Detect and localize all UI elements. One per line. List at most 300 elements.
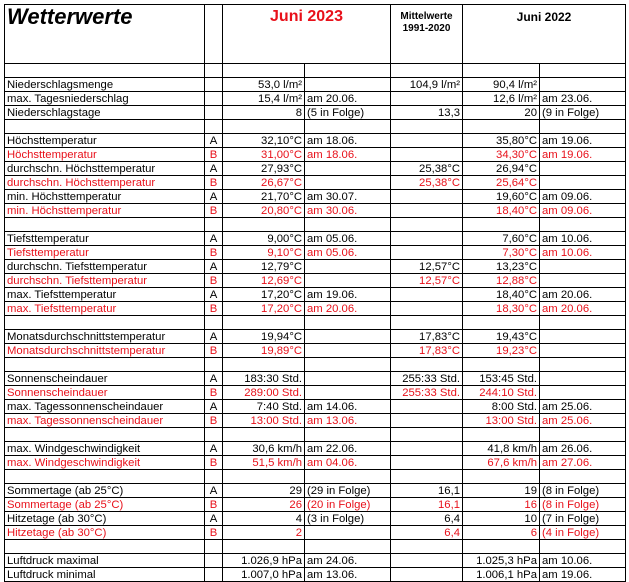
value-mittelwert: 104,9 l/m² <box>391 78 463 92</box>
note-2023: am 13.06. <box>305 414 391 428</box>
series-marker: B <box>205 176 223 190</box>
value-mittelwert: 13,3 <box>391 106 463 120</box>
spacer-cell <box>205 358 223 372</box>
spacer-row <box>5 540 626 554</box>
value-2022: 90,4 l/m² <box>463 78 540 92</box>
spacer-cell <box>205 428 223 442</box>
table-row <box>5 190 626 204</box>
note-2022: am 20.06. <box>540 302 626 316</box>
note-2023 <box>305 386 391 400</box>
row-label: durchschn. Höchsttemperatur <box>5 162 205 176</box>
value-2022: 6 <box>463 526 540 540</box>
value-2023: 7:40 Std. <box>223 400 305 414</box>
series-marker: B <box>205 498 223 512</box>
value-2023: 31,00°C <box>223 148 305 162</box>
note-2022: am 10.06. <box>540 554 626 568</box>
row-label: Sommertage (ab 25°C) <box>5 484 205 498</box>
row-label: Hitzetage (ab 30°C) <box>5 512 205 526</box>
note-2022 <box>540 344 626 358</box>
row-label: max. Tagessonnenscheindauer <box>5 414 205 428</box>
value-mittelwert <box>391 302 463 316</box>
spacer-cell <box>463 470 540 484</box>
note-2023: am 20.06. <box>305 92 391 106</box>
value-mittelwert: 6,4 <box>391 526 463 540</box>
note-2023: am 30.07. <box>305 190 391 204</box>
value-2023: 12,69°C <box>223 274 305 288</box>
spacer-cell <box>305 218 391 232</box>
series-marker <box>205 554 223 568</box>
table-row <box>5 344 626 358</box>
value-2022: 8:00 Std. <box>463 400 540 414</box>
table-row <box>5 288 626 302</box>
spacer-row <box>5 64 626 78</box>
spacer-row <box>5 428 626 442</box>
table-row <box>5 106 626 120</box>
spacer-cell <box>391 540 463 554</box>
value-2023: 19,94°C <box>223 330 305 344</box>
row-label: Sonnenscheindauer <box>5 372 205 386</box>
spacer-cell <box>391 218 463 232</box>
value-mittelwert <box>391 554 463 568</box>
table-row <box>5 162 626 176</box>
spacer-cell <box>205 218 223 232</box>
row-label: Höchsttemperatur <box>5 134 205 148</box>
value-2022: 19 <box>463 484 540 498</box>
value-2023: 2 <box>223 526 305 540</box>
value-mittelwert <box>391 232 463 246</box>
value-2022: 25,64°C <box>463 176 540 190</box>
value-2022: 18,40°C <box>463 204 540 218</box>
spacer-cell <box>5 540 205 554</box>
series-marker: A <box>205 232 223 246</box>
note-2023: am 13.06. <box>305 568 391 582</box>
spacer-row <box>5 470 626 484</box>
value-2022: 7,30°C <box>463 246 540 260</box>
note-2022 <box>540 386 626 400</box>
spacer-cell <box>5 316 205 330</box>
table-row <box>5 204 626 218</box>
table-row <box>5 176 626 190</box>
note-2022: (7 in Folge) <box>540 512 626 526</box>
value-2022: 34,30°C <box>463 148 540 162</box>
spacer-cell <box>540 218 626 232</box>
value-mittelwert: 16,1 <box>391 498 463 512</box>
value-2022: 19,23°C <box>463 344 540 358</box>
row-label: Niederschlagsmenge <box>5 78 205 92</box>
row-label: max. Tiefsttemperatur <box>5 288 205 302</box>
spacer-cell <box>540 540 626 554</box>
note-2023: am 18.06. <box>305 134 391 148</box>
row-label: Tiefsttemperatur <box>5 232 205 246</box>
spacer-cell <box>5 428 205 442</box>
spacer-cell <box>205 120 223 134</box>
table-row <box>5 414 626 428</box>
spacer-cell <box>205 316 223 330</box>
note-2022: (4 in Folge) <box>540 526 626 540</box>
note-2022: am 25.06. <box>540 414 626 428</box>
value-2023: 13:00 Std. <box>223 414 305 428</box>
series-marker: A <box>205 288 223 302</box>
note-2023 <box>305 330 391 344</box>
spacer-cell <box>463 316 540 330</box>
spacer-cell <box>391 64 463 78</box>
spacer-cell <box>205 470 223 484</box>
value-2023: 9,10°C <box>223 246 305 260</box>
table-row <box>5 92 626 106</box>
spacer-cell <box>305 358 391 372</box>
value-2022: 12,88°C <box>463 274 540 288</box>
value-mittelwert: 255:33 Std. <box>391 372 463 386</box>
row-label: Sommertage (ab 25°C) <box>5 498 205 512</box>
table-row <box>5 400 626 414</box>
series-marker: A <box>205 372 223 386</box>
value-2023: 19,89°C <box>223 344 305 358</box>
note-2023: am 14.06. <box>305 400 391 414</box>
note-2023: am 04.06. <box>305 456 391 470</box>
spacer-row <box>5 316 626 330</box>
series-marker <box>205 568 223 582</box>
table-row <box>5 330 626 344</box>
row-label: Monatsdurchschnittstemperatur <box>5 330 205 344</box>
note-2022 <box>540 162 626 176</box>
series-marker: A <box>205 512 223 526</box>
series-marker: B <box>205 344 223 358</box>
table-row <box>5 372 626 386</box>
spacer-cell <box>391 316 463 330</box>
value-2023: 20,80°C <box>223 204 305 218</box>
row-label: Monatsdurchschnittstemperatur <box>5 344 205 358</box>
spacer-cell <box>223 218 305 232</box>
note-2022 <box>540 260 626 274</box>
table-row <box>5 78 626 92</box>
note-2023: (29 in Folge) <box>305 484 391 498</box>
series-marker: B <box>205 302 223 316</box>
row-label: durchschn. Tiefsttemperatur <box>5 274 205 288</box>
table-row <box>5 134 626 148</box>
note-2022: am 23.06. <box>540 92 626 106</box>
value-mittelwert <box>391 246 463 260</box>
series-marker: B <box>205 204 223 218</box>
row-label: Höchsttemperatur <box>5 148 205 162</box>
row-label: Hitzetage (ab 30°C) <box>5 526 205 540</box>
spacer-cell <box>391 428 463 442</box>
spacer-cell <box>223 470 305 484</box>
series-marker: A <box>205 330 223 344</box>
table-row <box>5 526 626 540</box>
value-2023: 4 <box>223 512 305 526</box>
value-2022: 244:10 Std. <box>463 386 540 400</box>
spacer-cell <box>5 358 205 372</box>
row-label: min. Höchsttemperatur <box>5 204 205 218</box>
note-2022: am 25.06. <box>540 400 626 414</box>
series-marker <box>205 78 223 92</box>
note-2023 <box>305 274 391 288</box>
note-2022: (8 in Folge) <box>540 484 626 498</box>
table-row <box>5 232 626 246</box>
value-2022: 41,8 km/h <box>463 442 540 456</box>
value-2023: 17,20°C <box>223 288 305 302</box>
row-label: max. Windgeschwindigkeit <box>5 442 205 456</box>
note-2023 <box>305 344 391 358</box>
table-row <box>5 568 626 582</box>
table-row <box>5 260 626 274</box>
note-2023 <box>305 260 391 274</box>
value-2023: 17,20°C <box>223 302 305 316</box>
value-mittelwert <box>391 134 463 148</box>
spacer-cell <box>540 358 626 372</box>
spacer-cell <box>223 428 305 442</box>
series-marker: B <box>205 414 223 428</box>
value-mittelwert: 17,83°C <box>391 330 463 344</box>
spacer-cell <box>463 120 540 134</box>
value-mittelwert: 12,57°C <box>391 274 463 288</box>
note-2022 <box>540 176 626 190</box>
note-2022: am 09.06. <box>540 190 626 204</box>
note-2022: am 10.06. <box>540 246 626 260</box>
series-marker <box>205 106 223 120</box>
value-mittelwert <box>391 568 463 582</box>
note-2023: am 24.06. <box>305 554 391 568</box>
value-2022: 19,60°C <box>463 190 540 204</box>
note-2022: (8 in Folge) <box>540 498 626 512</box>
note-2023: am 30.06. <box>305 204 391 218</box>
spacer-cell <box>305 470 391 484</box>
value-mittelwert: 25,38°C <box>391 176 463 190</box>
note-2022: am 10.06. <box>540 232 626 246</box>
spacer-cell <box>391 358 463 372</box>
value-2022: 7,60°C <box>463 232 540 246</box>
value-2023: 51,5 km/h <box>223 456 305 470</box>
note-2023 <box>305 372 391 386</box>
spacer-cell <box>205 540 223 554</box>
spacer-cell <box>223 358 305 372</box>
value-2023: 26,67°C <box>223 176 305 190</box>
spacer-cell <box>463 358 540 372</box>
header-empty-cell <box>205 5 223 64</box>
row-label: max. Windgeschwindigkeit <box>5 456 205 470</box>
value-2023: 289:00 Std. <box>223 386 305 400</box>
spacer-cell <box>5 64 205 78</box>
spacer-cell <box>223 316 305 330</box>
value-2023: 27,93°C <box>223 162 305 176</box>
note-2022: am 19.06. <box>540 148 626 162</box>
spacer-cell <box>223 120 305 134</box>
spacer-cell <box>463 428 540 442</box>
value-mittelwert <box>391 92 463 106</box>
row-label: Tiefsttemperatur <box>5 246 205 260</box>
value-2022: 67,6 km/h <box>463 456 540 470</box>
spacer-cell <box>305 64 391 78</box>
value-2022: 18,40°C <box>463 288 540 302</box>
header-mittelwerte-line1: Mittelwerte <box>400 11 453 22</box>
series-marker: B <box>205 456 223 470</box>
weather-values-table <box>4 4 626 582</box>
note-2023: (20 in Folge) <box>305 498 391 512</box>
value-2022: 16 <box>463 498 540 512</box>
spacer-cell <box>5 120 205 134</box>
spacer-cell <box>463 218 540 232</box>
row-label: Niederschlagstage <box>5 106 205 120</box>
value-2023: 183:30 Std. <box>223 372 305 386</box>
value-mittelwert <box>391 288 463 302</box>
note-2022 <box>540 330 626 344</box>
note-2022 <box>540 274 626 288</box>
row-label: durchschn. Höchsttemperatur <box>5 176 205 190</box>
value-mittelwert <box>391 400 463 414</box>
value-2023: 53,0 l/m² <box>223 78 305 92</box>
series-marker: A <box>205 134 223 148</box>
value-2023: 32,10°C <box>223 134 305 148</box>
value-2023: 15,4 l/m² <box>223 92 305 106</box>
value-2022: 26,94°C <box>463 162 540 176</box>
spacer-cell <box>223 540 305 554</box>
note-2023 <box>305 176 391 190</box>
note-2023 <box>305 526 391 540</box>
value-2022: 18,30°C <box>463 302 540 316</box>
spacer-cell <box>391 470 463 484</box>
value-2023: 9,00°C <box>223 232 305 246</box>
value-2023: 1.026,9 hPa <box>223 554 305 568</box>
note-2023 <box>305 78 391 92</box>
spacer-cell <box>305 316 391 330</box>
note-2023: am 05.06. <box>305 232 391 246</box>
value-mittelwert <box>391 442 463 456</box>
row-label: max. Tiefsttemperatur <box>5 302 205 316</box>
value-2022: 12,6 l/m² <box>463 92 540 106</box>
page-title: Wetterwerte <box>5 5 205 64</box>
value-mittelwert <box>391 190 463 204</box>
series-marker: B <box>205 526 223 540</box>
spacer-cell <box>205 64 223 78</box>
note-2022 <box>540 372 626 386</box>
spacer-cell <box>540 120 626 134</box>
row-label: max. Tagessonnenscheindauer <box>5 400 205 414</box>
value-2023: 26 <box>223 498 305 512</box>
spacer-cell <box>540 428 626 442</box>
note-2023: (3 in Folge) <box>305 512 391 526</box>
value-2022: 1.006,1 hPa <box>463 568 540 582</box>
note-2022 <box>540 78 626 92</box>
spacer-cell <box>540 316 626 330</box>
header-row <box>5 5 626 64</box>
value-2023: 21,70°C <box>223 190 305 204</box>
note-2022: am 09.06. <box>540 204 626 218</box>
series-marker: B <box>205 274 223 288</box>
value-mittelwert <box>391 414 463 428</box>
spacer-cell <box>5 470 205 484</box>
series-marker: A <box>205 442 223 456</box>
note-2023: am 22.06. <box>305 442 391 456</box>
note-2023: (5 in Folge) <box>305 106 391 120</box>
row-label: durchschn. Tiefsttemperatur <box>5 260 205 274</box>
spacer-cell <box>463 64 540 78</box>
value-2022: 10 <box>463 512 540 526</box>
series-marker: B <box>205 148 223 162</box>
header-mittelwerte <box>391 5 463 64</box>
spacer-cell <box>223 64 305 78</box>
note-2023 <box>305 162 391 176</box>
spacer-cell <box>305 120 391 134</box>
table-row <box>5 498 626 512</box>
spacer-row <box>5 120 626 134</box>
series-marker: A <box>205 260 223 274</box>
table-row <box>5 512 626 526</box>
value-2022: 20 <box>463 106 540 120</box>
value-2023: 29 <box>223 484 305 498</box>
value-2022: 13:00 Std. <box>463 414 540 428</box>
value-2023: 12,79°C <box>223 260 305 274</box>
header-mittelwerte-line2: 1991-2020 <box>402 23 451 34</box>
table-row <box>5 484 626 498</box>
series-marker: A <box>205 400 223 414</box>
spacer-cell <box>5 218 205 232</box>
spacer-cell <box>305 428 391 442</box>
note-2022: am 20.06. <box>540 288 626 302</box>
spacer-cell <box>305 540 391 554</box>
value-mittelwert <box>391 148 463 162</box>
value-2022: 1.025,3 hPa <box>463 554 540 568</box>
value-2022: 35,80°C <box>463 134 540 148</box>
value-2022: 13,23°C <box>463 260 540 274</box>
row-label: max. Tagesniederschlag <box>5 92 205 106</box>
table-row <box>5 386 626 400</box>
row-label: Sonnenscheindauer <box>5 386 205 400</box>
spacer-row <box>5 358 626 372</box>
value-mittelwert: 6,4 <box>391 512 463 526</box>
spacer-cell <box>391 120 463 134</box>
spacer-cell <box>540 470 626 484</box>
note-2022: (9 in Folge) <box>540 106 626 120</box>
note-2022: am 26.06. <box>540 442 626 456</box>
row-label: Luftdruck minimal <box>5 568 205 582</box>
header-june-2023: Juni 2023 <box>223 5 391 64</box>
value-mittelwert: 255:33 Std. <box>391 386 463 400</box>
value-mittelwert <box>391 456 463 470</box>
table-row <box>5 274 626 288</box>
value-2022: 19,43°C <box>463 330 540 344</box>
note-2023: am 05.06. <box>305 246 391 260</box>
spacer-cell <box>540 64 626 78</box>
series-marker: A <box>205 190 223 204</box>
row-label: min. Höchsttemperatur <box>5 190 205 204</box>
note-2023: am 18.06. <box>305 148 391 162</box>
table-row <box>5 456 626 470</box>
table-row <box>5 302 626 316</box>
note-2023: am 19.06. <box>305 288 391 302</box>
series-marker: A <box>205 484 223 498</box>
series-marker: B <box>205 386 223 400</box>
header-june-2022: Juni 2022 <box>463 5 626 64</box>
value-2023: 30,6 km/h <box>223 442 305 456</box>
value-mittelwert <box>391 204 463 218</box>
series-marker: A <box>205 162 223 176</box>
table-row <box>5 246 626 260</box>
row-label: Luftdruck maximal <box>5 554 205 568</box>
table-row <box>5 442 626 456</box>
note-2022: am 19.06. <box>540 134 626 148</box>
value-2023: 8 <box>223 106 305 120</box>
series-marker <box>205 92 223 106</box>
series-marker: B <box>205 246 223 260</box>
value-mittelwert: 25,38°C <box>391 162 463 176</box>
value-2022: 153:45 Std. <box>463 372 540 386</box>
value-mittelwert: 17,83°C <box>391 344 463 358</box>
value-mittelwert: 12,57°C <box>391 260 463 274</box>
note-2022: am 19.06. <box>540 568 626 582</box>
table-row <box>5 554 626 568</box>
table-row <box>5 148 626 162</box>
note-2023: am 20.06. <box>305 302 391 316</box>
